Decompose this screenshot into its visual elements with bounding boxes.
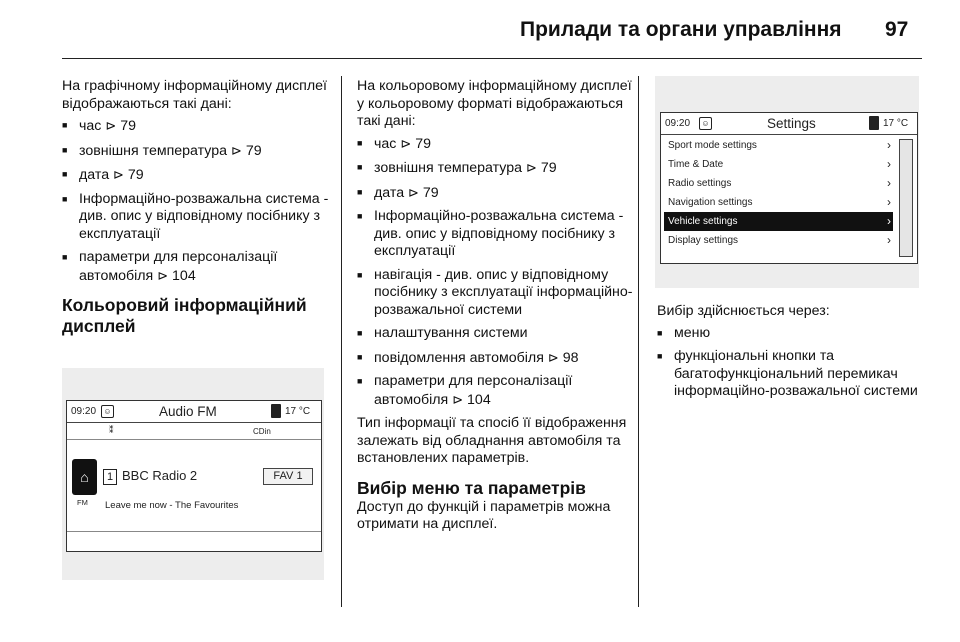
page-reference[interactable]: 104 [467,391,491,408]
reference-arrow-icon: ⊳ [230,142,242,158]
page-reference[interactable]: 79 [415,135,431,152]
page-reference[interactable]: 79 [120,118,136,134]
list-item: ■ меню [657,325,919,343]
song-info: Leave me now - The Favourites [105,500,239,511]
divider [67,531,321,532]
section-heading: Кольоровий інформаційний дисплей [62,295,307,336]
band-label: FM [77,498,88,507]
bullet-list [357,135,635,410]
page-reference[interactable]: 98 [562,349,579,366]
column-3 [657,303,919,407]
page-header-title: Прилади та органи управління [520,18,842,41]
chevron-right-icon: › [887,176,891,190]
audio-display [66,400,322,552]
bullet-list [62,117,332,285]
page-reference[interactable]: 79 [127,167,144,183]
chevron-right-icon: › [887,138,891,152]
preset-number: 1 [103,469,117,485]
driver-icon: ☺ [699,117,712,130]
scrollbar[interactable] [899,139,913,257]
reference-arrow-icon: ⊳ [105,118,117,133]
page-reference[interactable]: 79 [540,160,557,176]
display-title: Settings [767,116,816,131]
chevron-right-icon: › [887,195,891,209]
driver-icon: ☺ [101,405,114,418]
header-divider [62,58,922,59]
list-item: ■ час ⊳ 79 [62,117,332,136]
reference-arrow-icon: ⊳ [157,267,169,283]
cdin-label: CDin [253,427,271,436]
menu-item-vehicle[interactable]: Vehicle settings › [664,212,893,231]
menu-item-display[interactable]: Display settings › [664,231,893,250]
reference-arrow-icon: ⊳ [408,184,419,200]
column-divider [341,76,342,607]
list-item: ■ Інформаційно-розважальна система - див. опис у відповідному посібнику з експлуатації [357,208,635,261]
list-item: ■ параметри для персоналізації автомобіля ⊳ 104 [357,373,635,409]
list-item: ■ Інформаційно-розважальна система - див. опис у відповідному посібнику з експлуатації [62,191,332,244]
clock: 09:20 [665,118,691,129]
paragraph: На графічному інформаційному дисплеї відображаються такі дані: [62,78,327,112]
menu-item-navigation[interactable]: Navigation settings › [664,193,893,212]
outside-temperature: 17 °C [883,118,909,129]
clock: 09:20 [71,406,97,417]
column-divider [638,76,639,607]
column-1 [62,78,332,341]
station-name: BBC Radio 2 [122,468,198,483]
list-item: ■ повідомлення автомобіля ⊳ 98 [357,349,635,368]
divider [67,439,321,440]
favourite-button[interactable]: FAV 1 [263,468,313,485]
list-item: ■ час ⊳ 79 [357,135,635,154]
menu-item-sport-mode[interactable]: Sport mode settings › [664,136,893,155]
outside-temperature: 17 °C [285,406,311,417]
page-reference[interactable]: 79 [245,142,262,159]
reference-arrow-icon: ⊳ [113,167,124,182]
chevron-right-icon: › [887,157,891,171]
temperature-icon [869,116,879,130]
display-status-bar [661,113,917,135]
list-item: ■ зовнішня температура ⊳ 79 [62,142,332,161]
settings-display [660,112,918,264]
reference-arrow-icon: ⊳ [452,391,464,407]
reference-arrow-icon: ⊳ [547,349,559,365]
bluetooth-icon: ⁑ [109,425,114,435]
reference-arrow-icon: ⊳ [525,160,537,175]
section-heading: Вибір меню та параметрів [357,477,586,498]
list-item: ■ дата ⊳ 79 [357,184,635,203]
paragraph: Тип інформації та спосіб її відображення залежать від обладнання автомобіля та встановлених параметрів. [357,415,627,466]
list-item: ■ дата ⊳ 79 [62,166,332,185]
temperature-icon [271,404,281,418]
page-reference[interactable]: 104 [172,267,196,284]
display-status-bar [67,401,321,423]
menu-item-radio[interactable]: Radio settings › [664,174,893,193]
paragraph: Доступ до функцій і параметрів можна отримати на дисплеї. [357,498,611,532]
chevron-right-icon: › [887,233,891,247]
bullet-list [657,325,919,401]
column-2 [357,78,635,534]
paragraph: Вибір здійснюється через: [657,303,830,319]
menu-item-time-date[interactable]: Time & Date › [664,155,893,174]
chevron-right-icon: › [887,214,891,228]
list-item: ■ зовнішня температура ⊳ 79 [357,159,635,178]
reference-arrow-icon: ⊳ [400,135,412,151]
page-number: 97 [885,18,909,41]
paragraph: На кольоровому інформаційному дисплеї у кольоровому форматі відображаються такі дані: [357,78,632,129]
radio-tower-icon: ⌂ [72,459,97,495]
list-item: ■ налаштування системи [357,325,635,343]
list-item: ■ функціональні кнопки та багатофункціональний перемикач інформаційно-розважальної системи [657,348,919,401]
list-item: ■ параметри для персоналізації автомобіля ⊳ 104 [62,249,332,285]
display-title: Audio FM [159,404,217,419]
list-item: ■ навігація - див. опис у відповідному посібнику з експлуатації інформаційно-розважальної системи [357,267,635,320]
page-reference[interactable]: 79 [422,184,439,201]
